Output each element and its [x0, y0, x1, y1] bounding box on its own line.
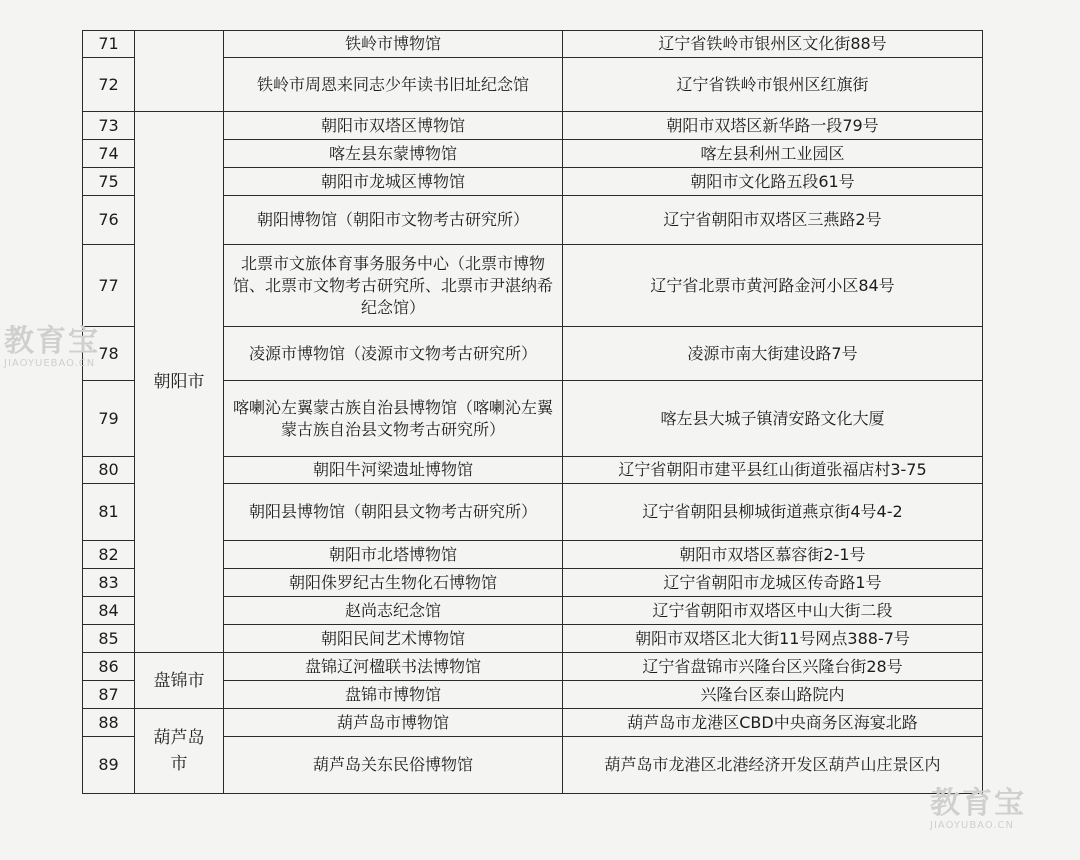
city-cell-chaoyang: 朝阳市: [135, 112, 224, 653]
museum-name: 盘锦市博物馆: [224, 681, 563, 709]
row-number: 84: [83, 597, 135, 625]
museum-name: 盘锦辽河楹联书法博物馆: [224, 653, 563, 681]
table-row: [83, 653, 983, 681]
watermark-sub-text: JIAOYUEBAO.CN: [4, 358, 96, 369]
museum-address: 朝阳市双塔区新华路一段79号: [563, 112, 983, 140]
row-number: 82: [83, 541, 135, 569]
museum-address: 辽宁省铁岭市银州区文化街88号: [563, 31, 983, 58]
museum-name: 赵尚志纪念馆: [224, 597, 563, 625]
museum-address: 辽宁省盘锦市兴隆台区兴隆台街28号: [563, 653, 983, 681]
museum-address: 凌源市南大街建设路7号: [563, 327, 983, 381]
city-cell-tieling: [135, 31, 224, 112]
row-number: 86: [83, 653, 135, 681]
row-number: 77: [83, 245, 135, 327]
row-number: 89: [83, 737, 135, 794]
museum-name: 凌源市博物馆（凌源市文物考古研究所）: [224, 327, 563, 381]
museum-name: 葫芦岛关东民俗博物馆: [224, 737, 563, 794]
museum-name: 铁岭市博物馆: [224, 31, 563, 58]
row-number: 83: [83, 569, 135, 597]
museum-address: 喀左县大城子镇清安路文化大厦: [563, 381, 983, 457]
museum-name: 朝阳市双塔区博物馆: [224, 112, 563, 140]
museum-address: 辽宁省朝阳市双塔区三燕路2号: [563, 196, 983, 245]
row-number: 76: [83, 196, 135, 245]
museum-name: 朝阳侏罗纪古生物化石博物馆: [224, 569, 563, 597]
table-row: [83, 112, 983, 140]
row-number: 78: [83, 327, 135, 381]
watermark-main-text: 教育宝: [930, 786, 1026, 821]
row-number: 75: [83, 168, 135, 196]
museum-address: 兴隆台区泰山路院内: [563, 681, 983, 709]
museum-address: 朝阳市双塔区慕容街2-1号: [563, 541, 983, 569]
row-number: 71: [83, 31, 135, 58]
watermark-main-text: 教育宝: [4, 324, 100, 359]
museum-name: 铁岭市周恩来同志少年读书旧址纪念馆: [224, 58, 563, 112]
watermark-logo-right: [930, 788, 1026, 832]
museum-name: 朝阳市北塔博物馆: [224, 541, 563, 569]
museum-address: 辽宁省朝阳市龙城区传奇路1号: [563, 569, 983, 597]
museum-address: 葫芦岛市龙港区CBD中央商务区海宴北路: [563, 709, 983, 737]
row-number: 87: [83, 681, 135, 709]
museum-name: 葫芦岛市博物馆: [224, 709, 563, 737]
row-number: 73: [83, 112, 135, 140]
museum-name: 朝阳市龙城区博物馆: [224, 168, 563, 196]
museum-name: 喀喇沁左翼蒙古族自治县博物馆（喀喇沁左翼蒙古族自治县文物考古研究所）: [224, 381, 563, 457]
row-number: 81: [83, 484, 135, 541]
museum-address: 葫芦岛市龙港区北港经济开发区葫芦山庄景区内: [563, 737, 983, 794]
museum-address: 辽宁省朝阳市双塔区中山大街二段: [563, 597, 983, 625]
museum-name: 朝阳县博物馆（朝阳县文物考古研究所）: [224, 484, 563, 541]
museum-address: 辽宁省北票市黄河路金河小区84号: [563, 245, 983, 327]
museum-name: 北票市文旅体育事务服务中心（北票市博物馆、北票市文物考古研究所、北票市尹湛纳希纪念馆）: [224, 245, 563, 327]
museum-name: 喀左县东蒙博物馆: [224, 140, 563, 168]
row-number: 85: [83, 625, 135, 653]
museum-address: 朝阳市文化路五段61号: [563, 168, 983, 196]
museum-name: 朝阳牛河梁遗址博物馆: [224, 457, 563, 484]
museum-address: 朝阳市双塔区北大街11号网点388-7号: [563, 625, 983, 653]
city-cell-panjin: 盘锦市: [135, 653, 224, 709]
row-number: 88: [83, 709, 135, 737]
museum-address: 辽宁省朝阳县柳城街道燕京街4号4-2: [563, 484, 983, 541]
museum-address: 喀左县利州工业园区: [563, 140, 983, 168]
city-name-huludao: 葫芦岛市: [153, 728, 205, 774]
city-cell-huludao: [135, 709, 224, 794]
table-row: [83, 709, 983, 737]
row-number: 79: [83, 381, 135, 457]
row-number: 74: [83, 140, 135, 168]
watermark-sub-text: JIAOYUBAO.CN: [930, 820, 1014, 831]
museum-address: 辽宁省朝阳市建平县红山街道张福店村3-75: [563, 457, 983, 484]
row-number: 72: [83, 58, 135, 112]
museum-table: [82, 30, 983, 794]
museum-list-sheet: [82, 30, 982, 794]
museum-address: 辽宁省铁岭市银州区红旗街: [563, 58, 983, 112]
row-number: 80: [83, 457, 135, 484]
museum-name: 朝阳民间艺术博物馆: [224, 625, 563, 653]
museum-name: 朝阳博物馆（朝阳市文物考古研究所）: [224, 196, 563, 245]
table-row: [83, 31, 983, 58]
